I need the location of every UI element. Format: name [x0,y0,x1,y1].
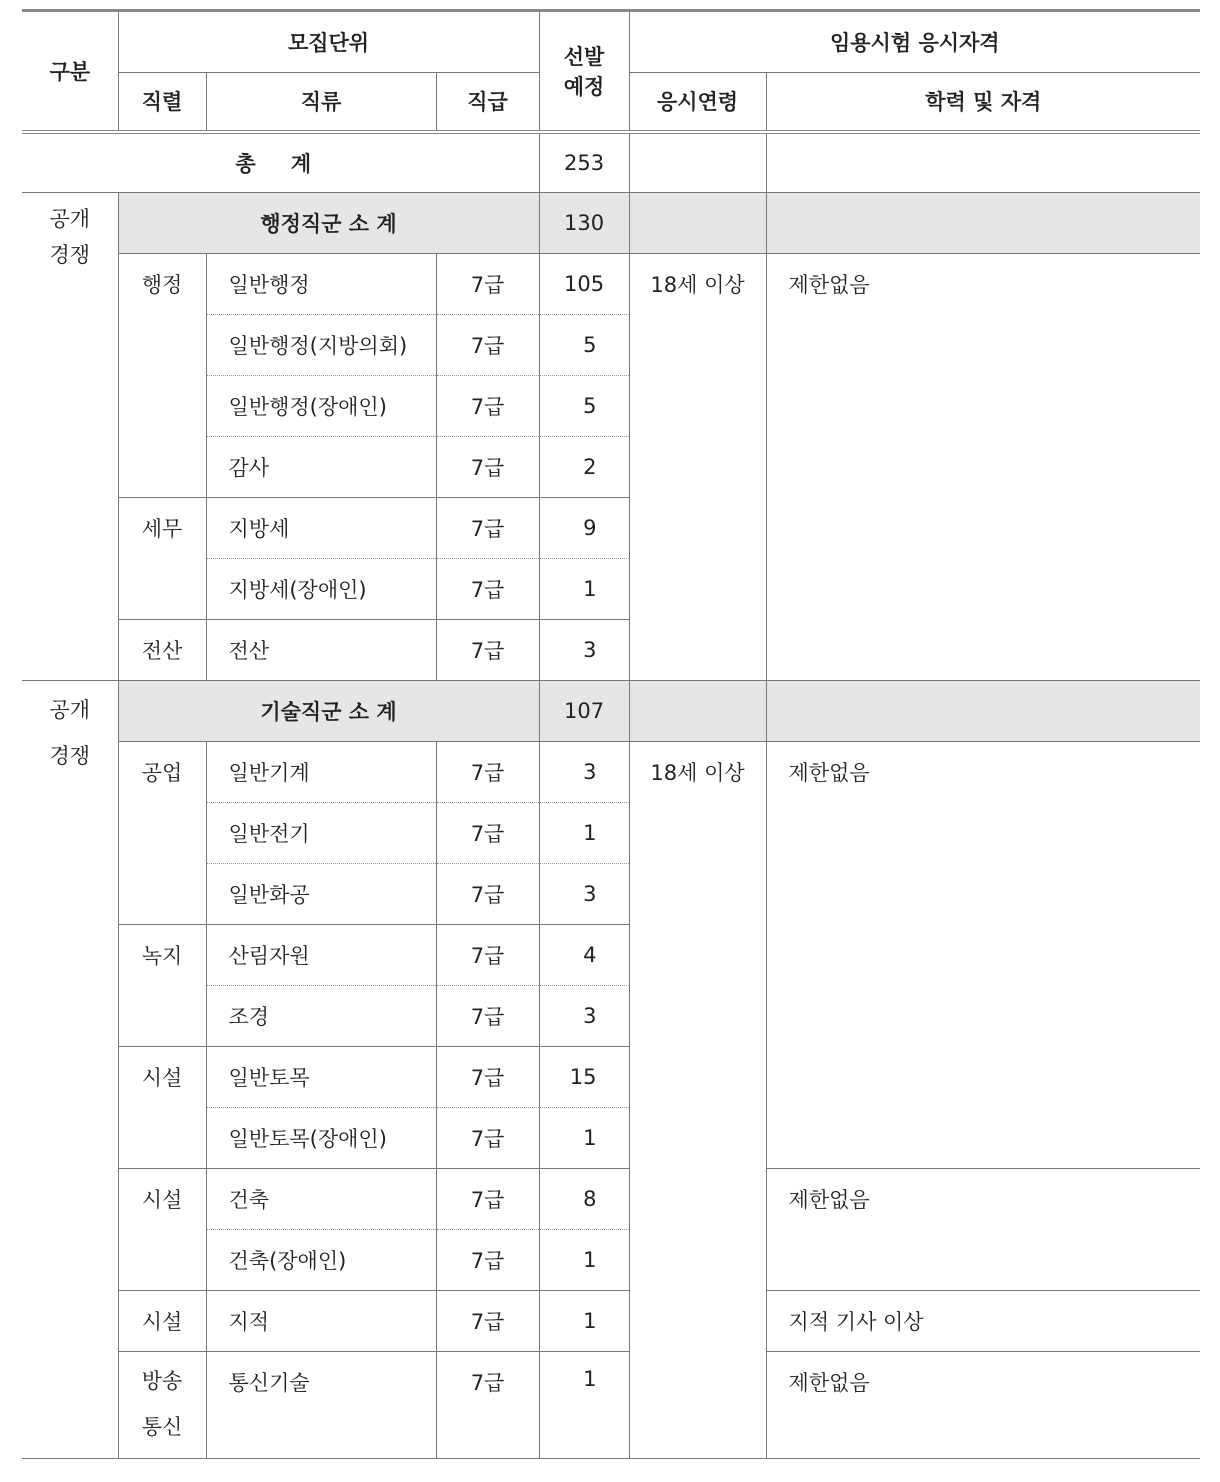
count-cell: 5 [539,315,629,376]
header-age: 응시연령 [629,73,766,132]
count-cell: 9 [539,498,629,559]
series-cell: 행정 [118,254,206,498]
education-cell: 지적 기사 이상 [766,1291,1200,1352]
grade-cell: 7급 [436,1169,539,1230]
series-cell: 전산 [118,620,206,681]
count-cell: 8 [539,1169,629,1230]
count-cell: 4 [539,925,629,986]
class-cell: 일반화공 [206,864,436,925]
count-cell: 5 [539,376,629,437]
count-cell: 1 [539,1230,629,1291]
tech-category: 공개 경쟁 [22,681,118,1459]
admin-category: 공개 경쟁 [22,193,118,681]
grade-cell: 7급 [436,803,539,864]
tech-subtotal-label: 기술직군 소 계 [118,681,539,742]
education-cell: 제한없음 [766,254,1200,681]
tech-subtotal-education [766,681,1200,742]
grade-cell: 7급 [436,1352,539,1459]
series-cell: 시설 [118,1169,206,1291]
class-cell: 지방세(장애인) [206,559,436,620]
class-cell: 전산 [206,620,436,681]
class-cell: 통신기술 [206,1352,436,1459]
grade-cell: 7급 [436,1291,539,1352]
header-category: 구분 [49,59,91,84]
count-cell: 3 [539,986,629,1047]
count-cell: 105 [539,254,629,315]
class-cell: 산림자원 [206,925,436,986]
grade-cell: 7급 [436,437,539,498]
tech-subtotal-count: 107 [539,681,629,742]
class-cell: 일반기계 [206,742,436,803]
admin-subtotal-label: 행정직군 소 계 [118,193,539,254]
count-cell: 1 [539,1352,629,1459]
total-education [766,132,1200,193]
header-unit: 모집단위 [118,11,539,73]
tech-subtotal-age [629,681,766,742]
class-cell: 일반행정 [206,254,436,315]
header-grade: 직급 [436,73,539,132]
grade-cell: 7급 [436,315,539,376]
class-cell: 일반토목 [206,1047,436,1108]
series-cell: 시설 [118,1047,206,1169]
class-cell: 일반행정(장애인) [206,376,436,437]
grade-cell: 7급 [436,864,539,925]
header-planned: 선발 예정 [539,11,629,132]
count-cell: 1 [539,803,629,864]
total-count: 253 [539,132,629,193]
class-cell: 감사 [206,437,436,498]
series-cell: 방송 통신 [118,1352,206,1459]
grade-cell: 7급 [436,498,539,559]
education-cell: 제한없음 [766,742,1200,1169]
series-cell: 녹지 [118,925,206,1047]
series-cell: 공업 [118,742,206,925]
count-cell: 15 [539,1047,629,1108]
class-cell: 건축(장애인) [206,1230,436,1291]
count-cell: 3 [539,864,629,925]
admin-subtotal-education [766,193,1200,254]
grade-cell: 7급 [436,376,539,437]
header-class: 직류 [206,73,436,132]
education-cell: 제한없음 [766,1352,1200,1459]
count-cell: 3 [539,742,629,803]
header-education: 학력 및 자격 [766,73,1200,132]
class-cell: 일반행정(지방의회) [206,315,436,376]
grade-cell: 7급 [436,925,539,986]
class-cell: 지방세 [206,498,436,559]
grade-cell: 7급 [436,620,539,681]
class-cell: 조경 [206,986,436,1047]
total-label: 총 계 [235,151,326,176]
grade-cell: 7급 [436,1230,539,1291]
count-cell: 3 [539,620,629,681]
class-cell: 지적 [206,1291,436,1352]
total-age [629,132,766,193]
count-cell: 1 [539,559,629,620]
count-cell: 1 [539,1108,629,1169]
grade-cell: 7급 [436,559,539,620]
education-cell: 제한없음 [766,1169,1200,1291]
header-qualification: 임용시험 응시자격 [629,11,1200,73]
admin-subtotal-count: 130 [539,193,629,254]
age-cell: 18세 이상 [629,742,766,1459]
count-cell: 1 [539,1291,629,1352]
grade-cell: 7급 [436,986,539,1047]
series-cell: 세무 [118,498,206,620]
admin-subtotal-age [629,193,766,254]
class-cell: 일반토목(장애인) [206,1108,436,1169]
grade-cell: 7급 [436,1047,539,1108]
grade-cell: 7급 [436,742,539,803]
class-cell: 일반전기 [206,803,436,864]
recruitment-table [22,9,1200,1459]
header-series: 직렬 [118,73,206,132]
class-cell: 건축 [206,1169,436,1230]
grade-cell: 7급 [436,254,539,315]
age-cell: 18세 이상 [629,254,766,681]
count-cell: 2 [539,437,629,498]
series-cell: 시설 [118,1291,206,1352]
grade-cell: 7급 [436,1108,539,1169]
